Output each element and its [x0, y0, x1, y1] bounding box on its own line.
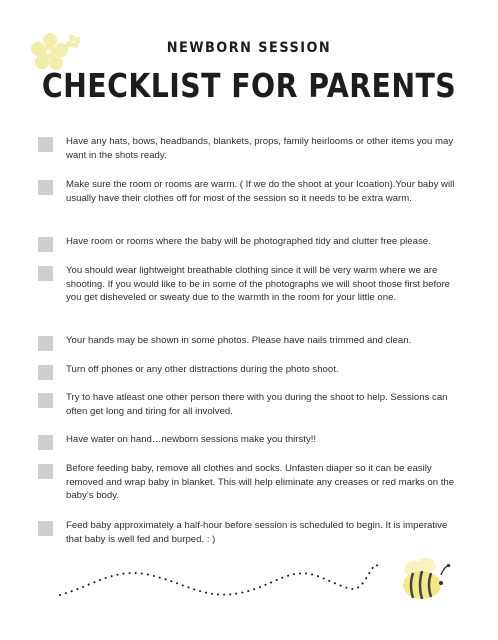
checkbox-icon[interactable]	[38, 266, 53, 281]
checklist-item-text: Your hands may be shown in some photos. Please have nails trimmed and clean.	[66, 335, 412, 346]
checkbox-icon[interactable]	[38, 365, 53, 380]
checklist-item-text: Feed baby approximately a half-hour before session is scheduled to begin. It is imperative that baby is well fed and burped. : )	[66, 520, 448, 545]
checkbox-icon[interactable]	[38, 464, 53, 479]
page-subtitle: NEWBORN SESSION	[166, 40, 332, 56]
checklist-item-text: You should wear lightweight breathable clothing since it will be very warm where we are shooting. If you would like to be in some of the photographs we will shoot those first before you get disheveled or sweaty due to the warmth in the room for your little one.	[66, 265, 450, 304]
checklist-item-text: Make sure the room or rooms are warm. ( If we do the shoot at your Icoation).Your baby will usually have their clothes off for most of the session so it needs to be extra warm.	[66, 179, 455, 204]
dotted-trail-decoration	[55, 555, 385, 605]
page-title: CHECKLIST FOR PARENTS	[41, 66, 457, 105]
checklist-item-text: Before feeding baby, remove all clothes and socks. Unfasten diaper so it can be easily removed and wrap baby in blanket. This will help eliminate any creases or red marks on the baby’s body.	[66, 463, 455, 502]
checkbox-icon[interactable]	[38, 435, 53, 450]
checklist-item-text: Turn off phones or any other distractions during the photo shoot.	[66, 364, 339, 375]
checklist-item-text: Try to have atleast one other person there with you during the shoot to help. Sessions can often get long and tiring for all involved.	[66, 392, 448, 417]
checkbox-icon[interactable]	[38, 137, 53, 152]
checklist-item-text: Have any hats, bows, headbands, blankets, props, family heirlooms or other items you may want in the shots ready.	[66, 136, 454, 161]
checkbox-icon[interactable]	[38, 237, 53, 252]
bee-icon	[395, 555, 455, 607]
checkbox-icon[interactable]	[38, 393, 53, 408]
checkbox-icon[interactable]	[38, 521, 53, 536]
checklist-item-text: Have water on hand…newborn sessions make you thirsty!!	[66, 434, 317, 445]
checkbox-icon[interactable]	[38, 336, 53, 351]
checkbox-icon[interactable]	[38, 180, 53, 195]
checklist-item-text: Have room or rooms where the baby will be photographed tidy and clutter free please.	[66, 236, 431, 247]
